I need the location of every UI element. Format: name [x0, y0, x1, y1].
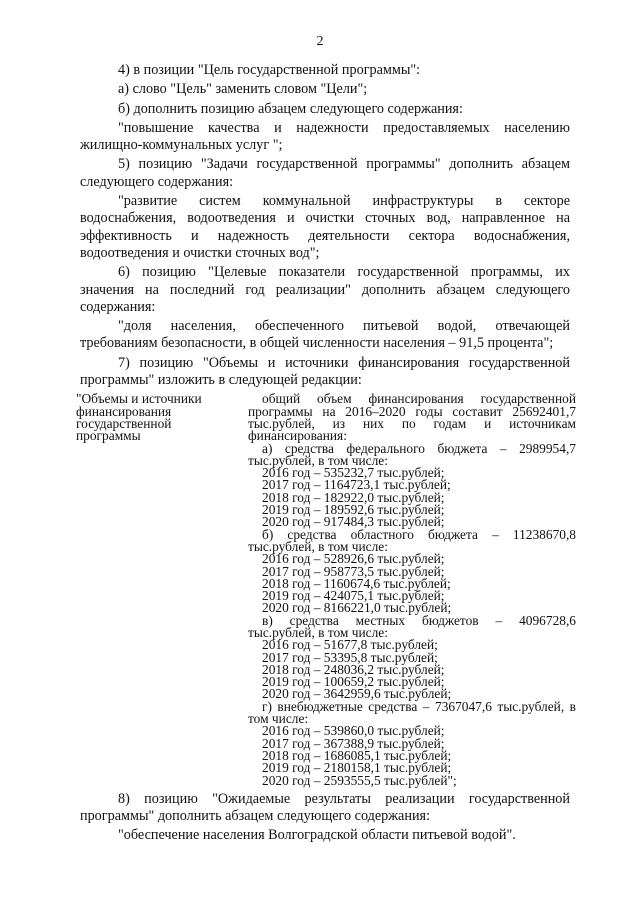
- year-line: 2019 год – 189592,6 тыс.рублей;: [262, 502, 445, 518]
- year-line: 2018 год – 182922,0 тыс.рублей;: [262, 489, 445, 505]
- source-heading: а) средства федерального бюджета – 2989954,7 тыс.рублей, в том числе:: [248, 440, 576, 468]
- year-line: 2016 год – 51677,8 тыс.рублей;: [262, 637, 438, 653]
- year-line: 2020 год – 8166221,0 тыс.рублей;: [262, 600, 452, 616]
- year-line: 2016 год – 535232,7 тыс.рублей;: [262, 465, 445, 481]
- year-line: 2018 год – 248036,2 тыс.рублей;: [262, 661, 445, 677]
- paragraph: 5) позицию "Задачи государственной программы" дополнить абзацем следующего содержания:: [80, 156, 570, 190]
- paragraph: б) дополнить позицию абзацем следующего содержания:: [118, 100, 463, 117]
- paragraph: 8) позицию "Ожидаемые результаты реализации государственной программы" дополнить абзацем следующего содержания:: [80, 790, 570, 825]
- year-line: 2016 год – 528926,6 тыс.рублей;: [262, 551, 445, 567]
- paragraph: 4) в позиции "Цель государственной программы":: [118, 62, 421, 78]
- year-line: 2016 год – 539860,0 тыс.рублей;: [262, 723, 445, 739]
- table-right-cell: [238, 393, 576, 787]
- paragraph: 7) позицию "Объемы и источники финансирования государственной программы" изложить в следующей редакции:: [80, 354, 570, 389]
- year-line: 2019 год – 100659,2 тыс.рублей;: [262, 674, 445, 690]
- year-line: 2020 год – 3642959,6 тыс.рублей;: [262, 686, 452, 702]
- year-line: 2020 год – 917484,3 тыс.рублей;: [262, 514, 445, 530]
- source-heading: б) средства областного бюджета – 11238670,8 тыс.рублей, в том числе:: [248, 526, 576, 554]
- year-line: 2020 год – 2593555,5 тыс.рублей";: [262, 772, 457, 788]
- year-line: 2017 год – 367388,9 тыс.рублей;: [262, 735, 445, 751]
- paragraph: "доля населения, обеспеченного питьевой водой, отвечающей требованиям безопасности, в общей численности населения – 91,5 процента";: [80, 318, 570, 352]
- paragraph: 6) позицию "Целевые показатели государственной программы, их значения на последний год реализации" дополнить абзацем следующего содержания:: [80, 264, 570, 315]
- year-line: 2017 год – 1164723,1 тыс.рублей;: [262, 477, 451, 493]
- source-heading: в) средства местных бюджетов – 4096728,6 тыс.рублей, в том числе:: [248, 612, 576, 640]
- year-line: 2017 год – 958773,5 тыс.рублей;: [262, 563, 445, 579]
- table-left-cell: "Объемы и источники финансирования государственной программы: [76, 391, 202, 444]
- financing-table: [76, 393, 576, 787]
- year-line: 2018 год – 1160674,6 тыс.рублей;: [262, 575, 451, 591]
- paragraph: а) слово "Цель" заменить словом "Цели";: [118, 81, 368, 98]
- document-body: [76, 62, 576, 847]
- year-line: 2018 год – 1686085,1 тыс.рублей;: [262, 747, 452, 763]
- paragraph: "повышение качества и надежности предоставляемых населению жилищно-коммунальных услуг ";: [80, 119, 570, 154]
- financing-intro: общий объем финансирования государственной программы на 2016–2020 годы составит 25692401,7 тыс.рублей, из них по годам и источникам финансирования:: [248, 391, 576, 444]
- year-line: 2019 год – 424075,1 тыс.рублей;: [262, 588, 445, 604]
- paragraph: "развитие систем коммунальной инфраструктуры в секторе водоснабжения, водоотведения и очистки сточных вод, направленное на эффективность и надежность деятельности сектора водоснабжения, водоотведения и очистки сточных вод";: [80, 193, 570, 261]
- page-number: 2: [316, 34, 324, 49]
- paragraph: "обеспечение населения Волгоградской области питьевой водой".: [118, 827, 516, 844]
- source-heading: г) внебюджетные средства – 7367047,6 тыс.рублей, в том числе:: [248, 698, 576, 727]
- year-line: 2017 год – 53395,8 тыс.рублей;: [262, 649, 438, 665]
- year-line: 2019 год – 2180158,1 тыс.рублей;: [262, 760, 452, 776]
